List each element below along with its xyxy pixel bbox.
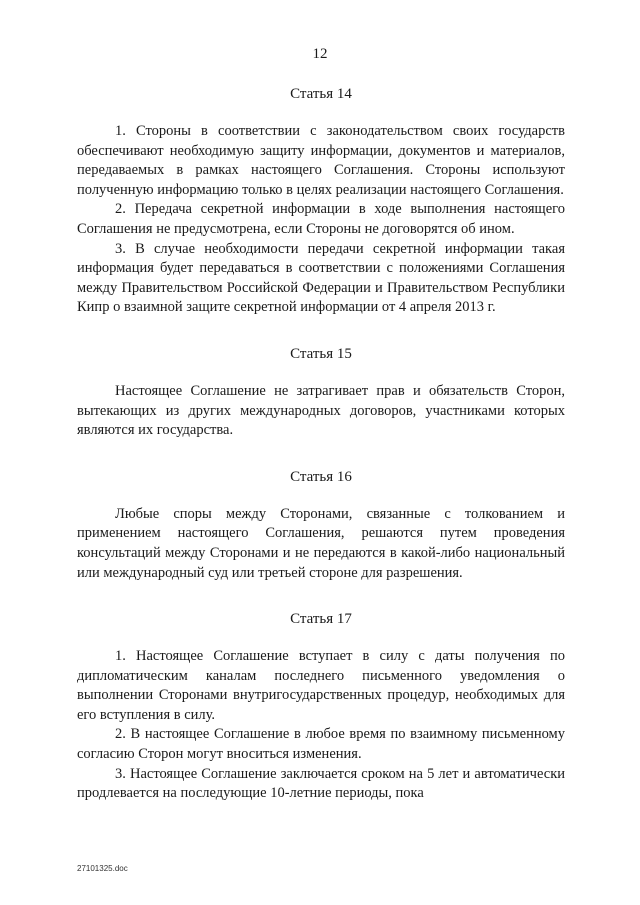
paragraph: 2. Передача секретной информации в ходе выполнения настоящего Соглашения не предусмотрена, если Стороны не договорятся об ином. (77, 201, 565, 237)
paragraph: 2. В настоящее Соглашение в любое время по взаимному письменному согласию Сторон могут вноситься изменения. (77, 726, 565, 763)
paragraph: 1. Стороны в соответствии с законодательством своих государств обеспечивают необходимую защиту информации, документов и материалов, передаваемых в рамках настоящего Соглашения. Стороны используют полученную информацию только в целях реализации настоящего Соглашения. (77, 123, 565, 198)
article-heading: Статья 17 (290, 611, 352, 628)
paragraph: Настоящее Соглашение не затрагивает прав и обязательств Сторон, вытекающих из других международных договоров, участниками которых являются их государства. (77, 382, 565, 439)
paragraph: 3. Настоящее Соглашение заключается сроком на 5 лет и автоматически продлевается на последующие 10-летние периоды, пока (77, 765, 565, 802)
paragraph: Любые споры между Сторонами, связанные с толкованием и применением настоящего Соглашения, решаются путем проведения консультаций между Сторонами и не передаются в какой-либо национальный или международный суд или третьей стороне для разрешения. (77, 505, 565, 581)
document-body (77, 81, 565, 804)
document-file-id: 27101325.doc (77, 864, 128, 873)
article-17 (77, 606, 565, 804)
page-number: 12 (312, 46, 328, 62)
article-14 (77, 81, 565, 318)
paragraph: 1. Настоящее Соглашение вступает в силу с даты получения по дипломатическим каналам последнего письменного уведомления о выполнении Сторонами внутригосударственных процедур, необходимых для его вступления в силу. (77, 648, 565, 723)
article-heading: Статья 16 (290, 468, 352, 485)
article-16 (77, 464, 565, 583)
paragraph: 3. В случае необходимости передачи секретной информации такая информация будет передаваться в соответствии с положениями Соглашения между Правительством Российской Федерации и Правительством Республики Кипр о взаимной защите секретной информации от 4 апреля 2013 г. (77, 240, 565, 316)
article-15 (77, 341, 565, 441)
article-heading: Статья 15 (290, 345, 352, 362)
article-heading: Статья 14 (290, 86, 352, 102)
